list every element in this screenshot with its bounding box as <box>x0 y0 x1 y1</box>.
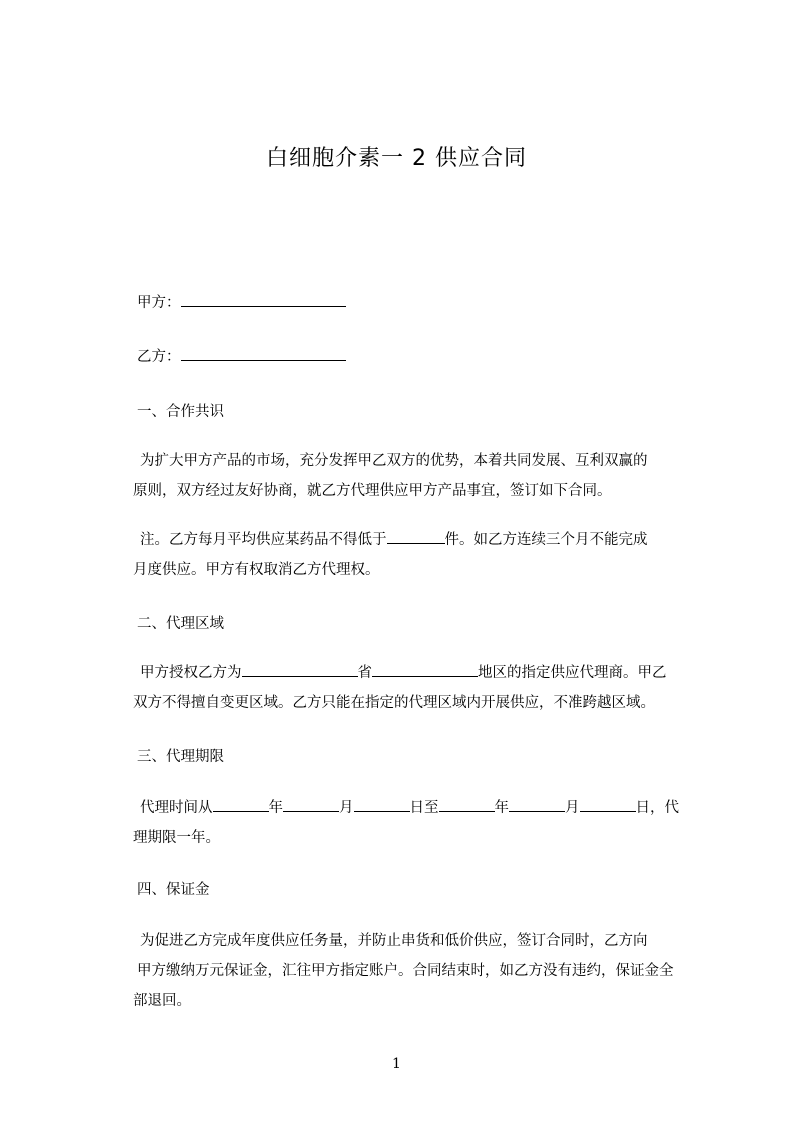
section-2-text-a: 甲方授权乙方为 <box>140 665 242 681</box>
section-4-paragraph <box>133 926 707 1016</box>
end-month-blank[interactable] <box>509 797 565 812</box>
section-1-paragraph-2 <box>133 525 707 585</box>
section-1-p1-line-1: 为扩大甲方产品的市场，充分发挥甲乙双方的优势，本着共同发展、互利双赢的 <box>140 453 648 469</box>
section-1-p2-text-a: 注。乙方每月平均供应某药品不得低于 <box>140 532 387 548</box>
section-2-p-line-2: 双方不得擅自变更区域。乙方只能在指定的代理区域内开展供应，不准跨越区域。 <box>133 695 655 711</box>
document-title: 白细胞介素一 2 供应合同 <box>266 146 527 171</box>
section-2-paragraph <box>133 658 707 718</box>
section-3-text-from: 代理时间从 <box>140 800 213 816</box>
section-3-paragraph <box>133 793 707 853</box>
section-1-paragraph-1 <box>133 446 707 506</box>
party-a-blank[interactable] <box>181 292 346 307</box>
section-2-heading: 二、代理区域 <box>137 616 224 632</box>
section-1-p2-text-b: 件。如乙方连续三个月不能完成 <box>444 532 648 548</box>
section-1-p2-line-1 <box>137 525 707 555</box>
section-3-month-2: 月 <box>565 800 580 816</box>
section-4-p-line-2: 甲方缴纳万元保证金，汇往甲方指定账户。合同结束时，如乙方没有违约，保证金全 <box>137 963 674 979</box>
start-year-blank[interactable] <box>213 797 269 812</box>
party-b-label: 乙方： <box>137 349 181 365</box>
section-3-year-2: 年 <box>494 800 509 816</box>
section-1-p1-line-2: 原则，双方经过友好协商，就乙方代理供应甲方产品事宜，签订如下合同。 <box>133 483 612 499</box>
section-2-text-c: 地区的指定供应代理商。甲乙 <box>478 665 667 681</box>
end-year-blank[interactable] <box>439 797 495 812</box>
start-day-blank[interactable] <box>354 797 410 812</box>
end-day-blank[interactable] <box>580 797 636 812</box>
start-month-blank[interactable] <box>283 797 339 812</box>
section-4-p-line-1: 为促进乙方完成年度供应任务量，并防止串货和低价供应，签订合同时，乙方向 <box>140 933 648 949</box>
section-3-year-1: 年 <box>268 800 283 816</box>
page-number: 1 <box>392 1056 401 1072</box>
section-2-p-line-1 <box>137 658 707 688</box>
section-4-p-line-3: 部退回。 <box>133 993 191 1009</box>
province-blank[interactable] <box>242 662 358 677</box>
monthly-quantity-blank[interactable] <box>387 529 445 544</box>
section-3-p-line-1 <box>137 793 707 823</box>
section-3-day-to: 日至 <box>409 800 439 816</box>
region-blank[interactable] <box>372 662 478 677</box>
section-4-heading: 四、保证金 <box>137 882 210 898</box>
section-3-month-1: 月 <box>339 800 354 816</box>
party-b-line <box>137 345 346 366</box>
party-a-label: 甲方： <box>137 295 181 311</box>
party-a-line <box>137 291 346 312</box>
party-b-blank[interactable] <box>181 346 346 361</box>
section-3-p-line-2: 理期限一年。 <box>133 830 220 846</box>
section-2-text-b: 省 <box>357 665 372 681</box>
section-1-heading: 一、合作共识 <box>137 404 224 420</box>
section-1-p2-line-2: 月度供应。甲方有权取消乙方代理权。 <box>133 562 380 578</box>
section-3-day-end: 日，代 <box>635 800 679 816</box>
section-3-heading: 三、代理期限 <box>137 749 224 765</box>
